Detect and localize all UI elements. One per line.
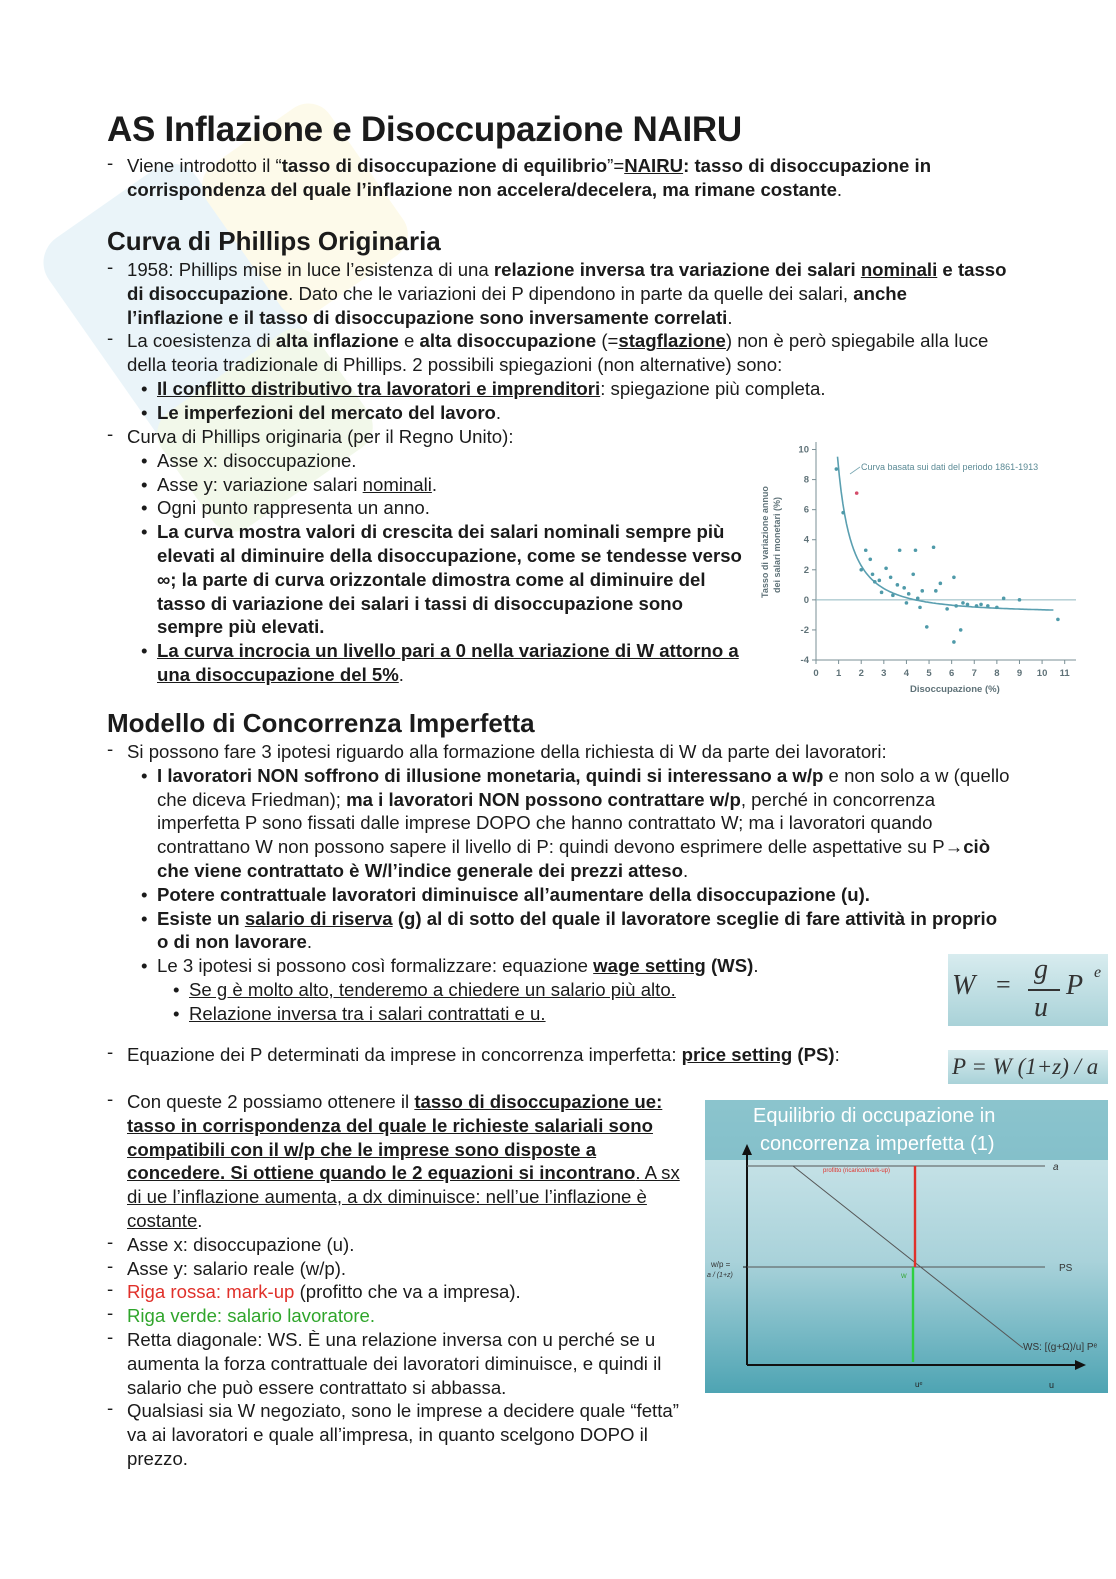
y-axis-label-2: dei salari monetari (%) <box>772 496 782 593</box>
bullet-item: • Esiste un salario di riserva (g) al di sotto del quale il lavoratore sceglie di fare attività in proprio o di non lavorare. <box>107 907 1012 955</box>
data-point <box>859 568 863 572</box>
data-point <box>914 548 918 552</box>
y-tick-label: 4 <box>803 534 809 546</box>
data-point <box>884 566 888 570</box>
data-point <box>920 589 924 593</box>
bullet-item: • La curva incrocia un livello pari a 0 nella variazione di W attorno a una disoccupazione del 5%. <box>107 639 747 687</box>
data-point <box>868 557 872 561</box>
data-point <box>1056 618 1060 622</box>
y-axis-label-1: Tasso di variazione annuo <box>760 486 770 598</box>
chart-title-1: Equilibrio di occupazione in <box>753 1105 996 1127</box>
bullet-item: • Il conflitto distributivo tra lavoratori e imprenditori: spiegazione più completa. <box>107 377 1007 401</box>
list-item: - Equazione dei P determinati da imprese in concorrenza imperfetta: price setting (PS): <box>107 1043 927 1067</box>
profit-label: profitto (ricarico/mark-up) <box>823 1168 891 1174</box>
concorrenza-block <box>107 740 1012 1026</box>
x-tick-label: 2 <box>858 668 864 679</box>
data-point <box>918 606 922 610</box>
data-point <box>1002 597 1006 601</box>
phillips-chart <box>756 428 1091 703</box>
u-label: u <box>1049 1380 1055 1390</box>
list-item: - Riga verde: salario lavoratore. <box>107 1304 692 1328</box>
data-point <box>925 625 929 629</box>
list-item: - Retta diagonale: WS. È una relazione inversa con u perché se u aumenta la forza contrattuale dei lavoratori diminuisce, e quindi il salario che può essere contrattato si abbassa. <box>107 1328 692 1399</box>
list-item: - Curva di Phillips originaria (per il Regno Unito): <box>107 425 747 449</box>
list-item: - La coesistenza di alta inflazione e alta disoccupazione (=stagflazione) non è però spiegabile alla luce della teoria tradizionale di Phillips. 2 possibili spiegazioni (non alternative) sono: <box>107 329 1007 377</box>
price-setting-line <box>107 1043 927 1067</box>
section-heading-phillips: Curva di Phillips Originaria <box>107 226 441 256</box>
data-point <box>878 579 882 583</box>
list-item: - Asse x: disoccupazione (u). <box>107 1233 692 1257</box>
data-point <box>995 606 999 610</box>
page-title: AS Inflazione e Disoccupazione NAIRU <box>107 110 742 149</box>
y-tick-label: 10 <box>798 444 809 456</box>
data-point <box>959 628 963 632</box>
x-tick-label: 7 <box>971 668 977 679</box>
sub-bullet-item: • Relazione inversa tra i salari contrattati e u. <box>107 1002 1012 1026</box>
phillips-curve <box>838 457 1054 610</box>
w-label: W <box>901 1274 907 1280</box>
phillips-block <box>107 258 1007 425</box>
list-item: - Qualsiasi sia W negoziato, sono le imprese a decidere quale “fetta” va ai lavoratori e quale all’impresa, in quanto scelgono DOPO il prezzo. <box>107 1399 692 1470</box>
ps-label: PS <box>1059 1263 1073 1274</box>
data-point <box>1018 598 1022 602</box>
bullet-item: • I lavoratori NON soffrono di illusione monetaria, quindi si interessano a w/p e non solo a w (quello che diceva Friedman); ma i lavoratori NON possono contrattare w/p, perché in concorrenza imperfetta P sono fissati dalle imprese DOPO che hanno contrattato W; ma i lavoratori quando contrattano W non possono sapere il livello di P: quindi devono esprimere delle aspettative su P→ciò che viene contrattato è W/l’indice generale dei prezzi atteso. <box>107 764 1012 883</box>
data-point <box>871 573 875 577</box>
formula-u: u <box>1034 992 1048 1023</box>
data-point <box>896 583 900 587</box>
y-tick-label: -4 <box>800 655 809 666</box>
ws-label: WS: [(g+Ω)/u] Pᵉ <box>1023 1342 1098 1353</box>
formula-p: P <box>1066 970 1084 1001</box>
list-item: - Asse y: salario reale (w/p). <box>107 1257 692 1281</box>
intro-item: - Viene introdotto il “tasso di disoccupazione di equilibrio”=NAIRU: tasso di disoccupazione in corrispondenza del quale l’inflazione non accelera/decelera, ma rimane costante. <box>107 154 1007 202</box>
formula-fraction-bar <box>1028 989 1060 991</box>
x-tick-label: 5 <box>926 668 932 679</box>
data-point <box>945 607 949 611</box>
formula-eq: = <box>996 970 1011 999</box>
equilibrium-chart <box>705 1100 1108 1393</box>
bullet-item: • Asse x: disoccupazione. <box>107 449 747 473</box>
data-point <box>966 603 970 607</box>
wage-setting-formula <box>948 954 1108 1026</box>
ue-label: uᵉ <box>915 1380 923 1389</box>
list-item: - Con queste 2 possiamo ottenere il tasso di disoccupazione ue: tasso in corrispondenza del quale le richieste salariali sono compatibili con il w/p che le imprese sono disposte a concedere. Si ottiene quando le 2 equazioni si incontrano. A sx di ue l’inflazione aumenta, a dx diminuisce: nell’ue l’inflazione è costante. <box>107 1090 692 1233</box>
bullet-item: • Potere contrattuale lavoratori diminuisce all’aumentare della disoccupazione (u). <box>107 883 1012 907</box>
x-tick-label: 9 <box>1016 668 1023 679</box>
data-point <box>939 582 943 586</box>
data-point <box>961 601 965 605</box>
formula-w: W <box>952 970 976 1001</box>
list-item: - Riga rossa: mark-up (profitto che va a impresa). <box>107 1280 692 1304</box>
data-point <box>911 573 915 577</box>
list-item: - 1958: Phillips mise in luce l’esistenza di una relazione inversa tra variazione dei salari nominali e tasso di disoccupazione. Dato che le variazioni dei P dipendono in parte da quelle dei salari, anche l’inflazione e il tasso di disoccupazione sono inversamente correlati. <box>107 258 1007 329</box>
data-point <box>864 548 868 552</box>
curve-label: Curva basata sui dati del periodo 1861-1913 <box>861 462 1039 472</box>
data-point <box>873 580 877 584</box>
sub-bullet-item: • Se g è molto alto, tenderemo a chiedere un salario più alto. <box>107 978 1012 1002</box>
data-point <box>841 511 845 515</box>
y-tick-label: -2 <box>800 624 809 636</box>
data-point <box>954 604 958 608</box>
data-point <box>835 467 839 471</box>
bullet-item: • Le 3 ipotesi si possono così formalizzare: equazione wage setting (WS). <box>107 954 1012 978</box>
bullet-item: • Ogni punto rappresenta un anno. <box>107 496 747 520</box>
x-tick-label: 11 <box>1059 668 1070 679</box>
data-point <box>932 545 936 549</box>
bullet-item: • Le imperfezioni del mercato del lavoro. <box>107 401 1007 425</box>
bullet-item: • Asse y: variazione salari nominali. <box>107 473 747 497</box>
x-tick-label: 6 <box>949 668 955 679</box>
phillips-details-block <box>107 425 747 687</box>
formula-e: e <box>1094 964 1102 981</box>
x-tick-label: 3 <box>881 668 887 679</box>
y-tick-label: 6 <box>803 504 809 516</box>
y-tick-label: 2 <box>803 564 809 576</box>
data-point <box>952 576 956 580</box>
highlighted-data-point <box>855 491 859 495</box>
data-point <box>889 576 893 580</box>
x-tick-label: 1 <box>835 668 842 679</box>
price-setting-formula: P = W (1+z) / a <box>948 1050 1108 1084</box>
formula-g: g <box>1034 954 1048 985</box>
data-point <box>880 591 884 595</box>
data-point <box>902 586 906 590</box>
data-point <box>934 589 938 593</box>
data-point <box>986 604 990 608</box>
wp-label-1: w/p = <box>711 1260 731 1269</box>
y-tick-label: 8 <box>803 474 809 486</box>
section-heading-concorrenza: Modello di Concorrenza Imperfetta <box>107 708 535 738</box>
y-tick-label: 0 <box>803 594 809 606</box>
data-point <box>907 592 911 596</box>
x-tick-label: 4 <box>903 668 910 679</box>
curve-label-leader <box>850 467 860 474</box>
a-label: a <box>1053 1162 1059 1173</box>
x-tick-label: 10 <box>1036 668 1048 679</box>
x-tick-label: 8 <box>994 668 1000 679</box>
data-point <box>975 604 979 608</box>
wp-label-2: a / (1+z) <box>707 1272 733 1279</box>
intro-block <box>107 154 1007 202</box>
data-point <box>916 597 920 601</box>
data-point <box>905 601 909 605</box>
chart-title-2: concorrenza imperfetta (1) <box>760 1133 995 1155</box>
list-item: - Si possono fare 3 ipotesi riguardo alla formazione della richiesta di W da parte dei lavoratori: <box>107 740 1012 764</box>
bullet-item: • La curva mostra valori di crescita dei salari nominali sempre più elevati al diminuire della disoccupazione, come se tendesse verso ∞; la parte di curva orizzontale dimostra come al diminuire del tasso di variazione dei salari i tassi di disoccupazione sono sempre più elevati. <box>107 520 747 639</box>
x-axis-label: Disoccupazione (%) <box>910 684 1000 695</box>
equilibrium-block <box>107 1090 692 1471</box>
data-point <box>979 603 983 607</box>
data-point <box>952 640 956 644</box>
x-tick-label: 0 <box>813 668 819 679</box>
data-point <box>898 548 902 552</box>
data-point <box>891 594 895 598</box>
